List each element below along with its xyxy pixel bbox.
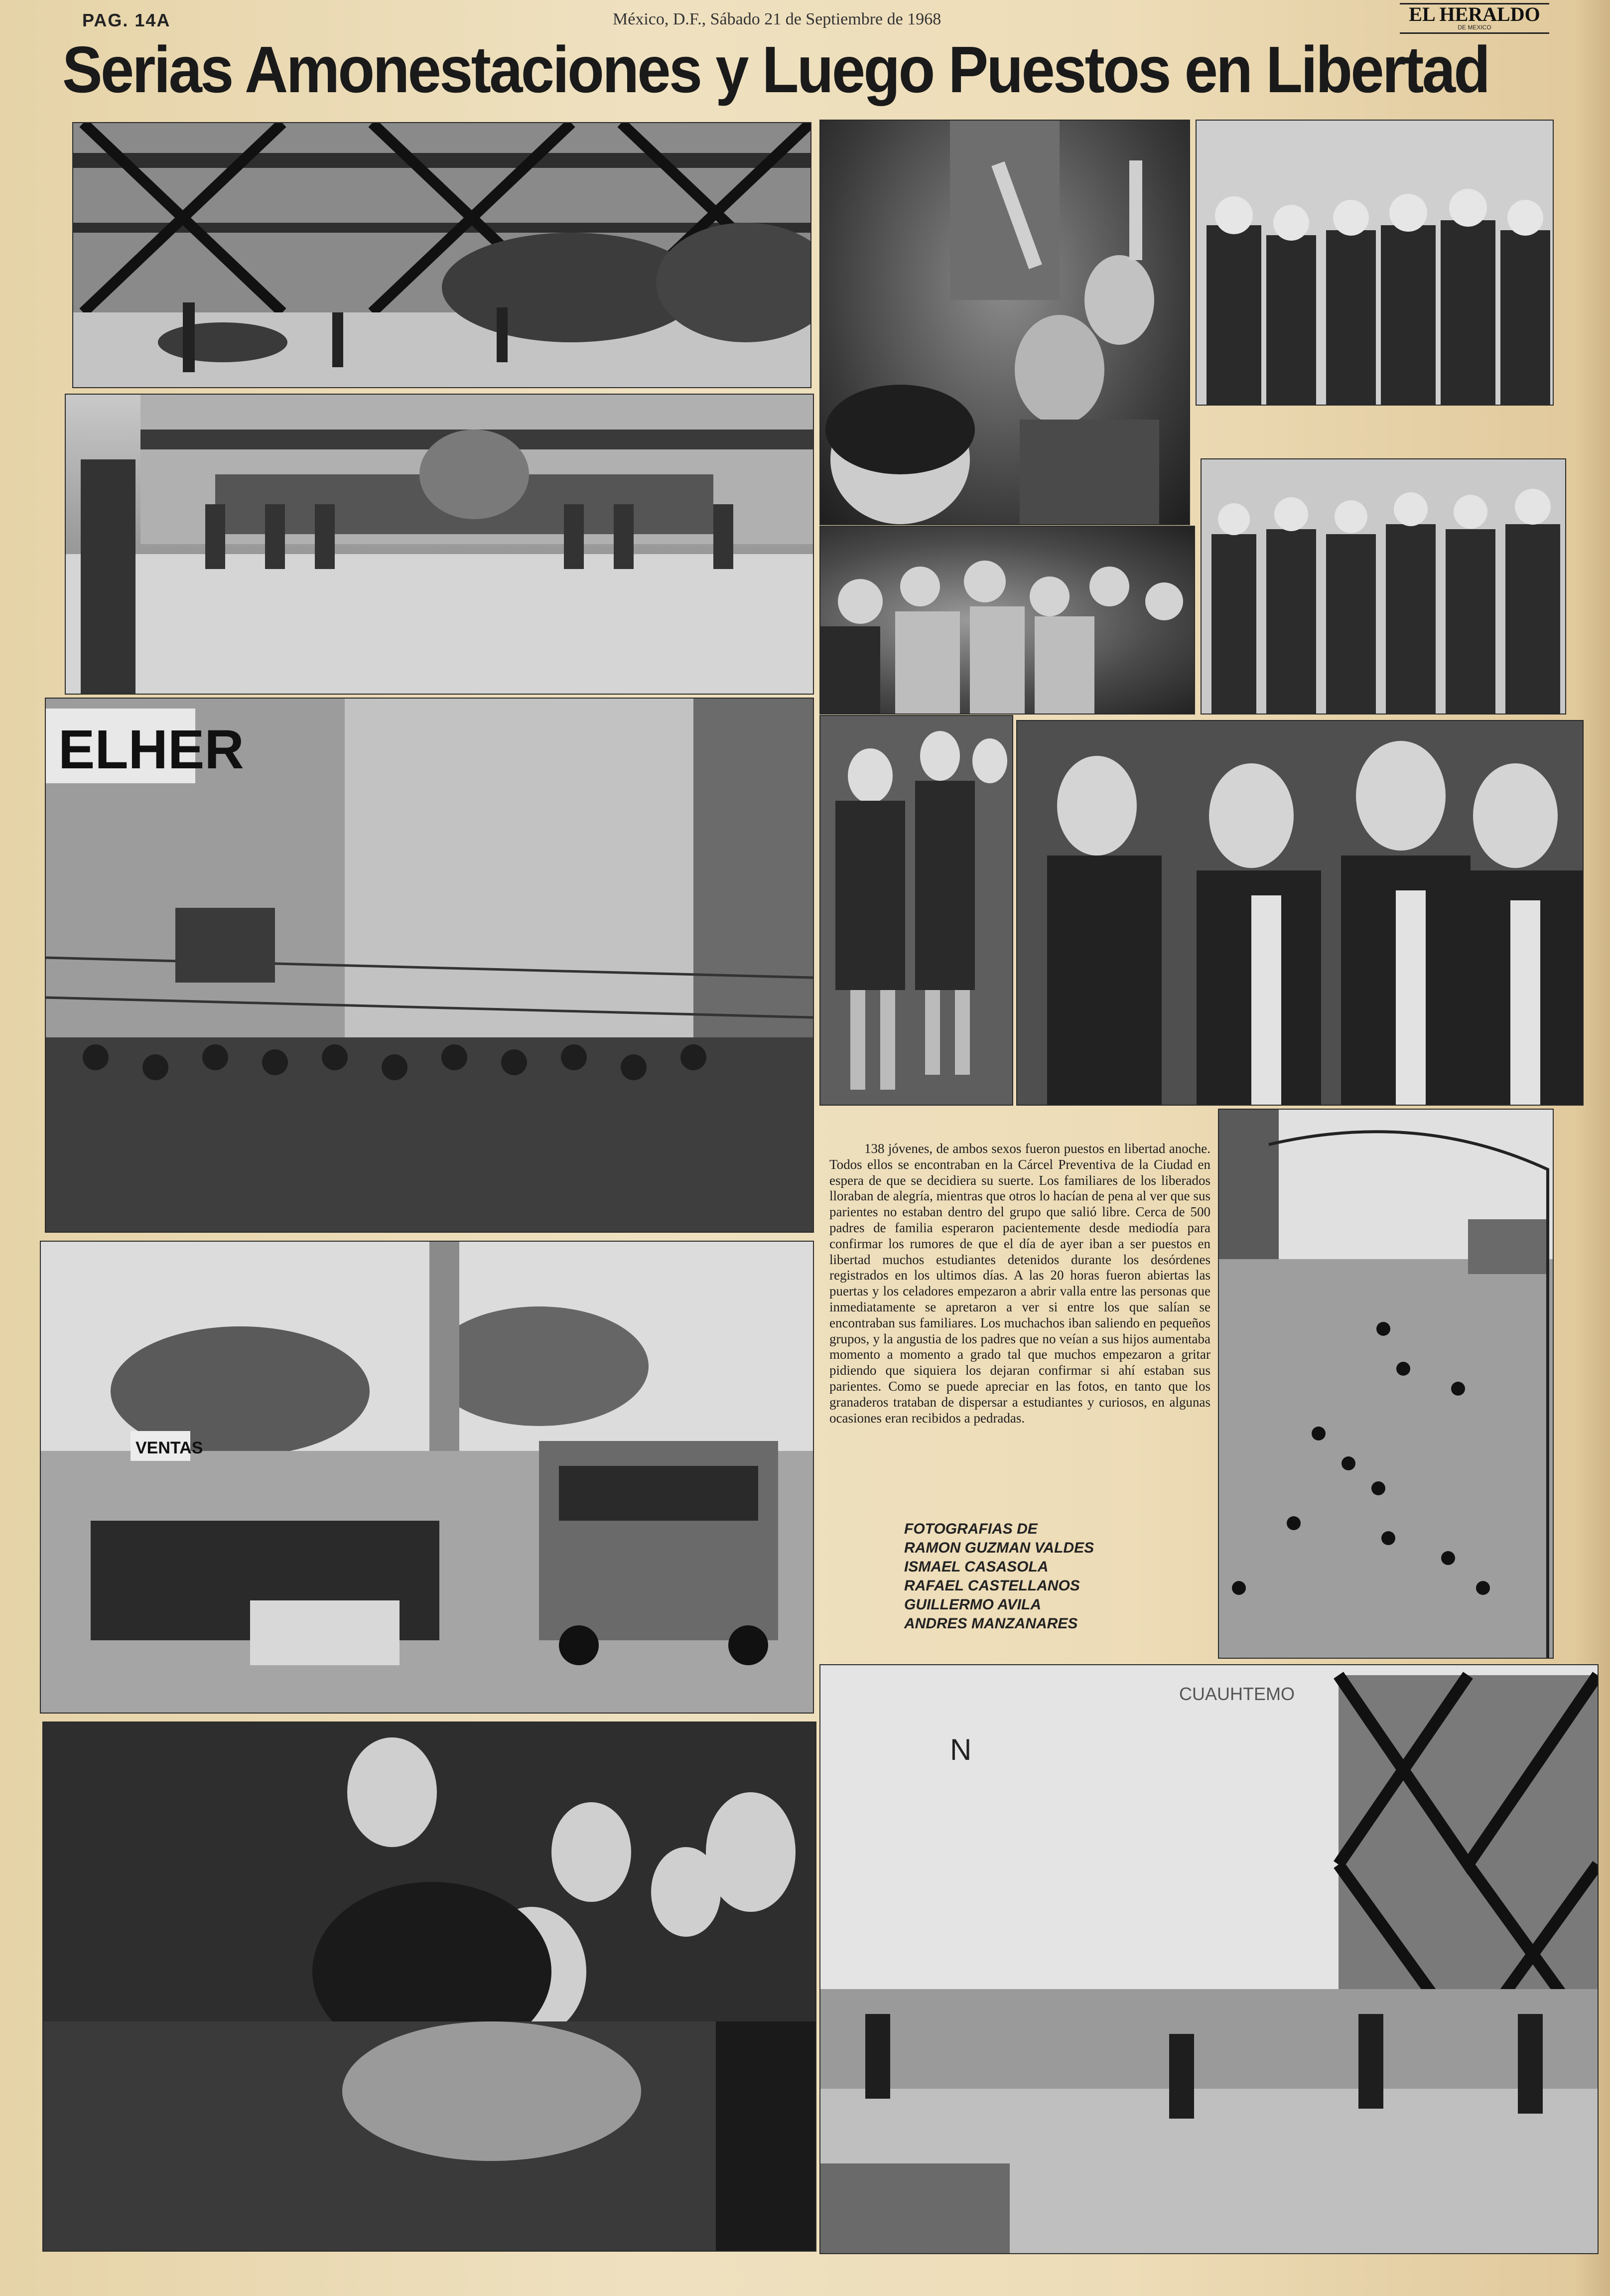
article-body: 138 jóvenes, de ambos sexos fueron puestos en libertad anoche. Todos ellos se encontraban en la Cárcel Preventiva de la Ciudad en espera de que se decidiera su suerte. Los familiares de los liberados lloraban de alegría, mientras que otros lo hacían de pena al ver que sus parientes no estaban dentro del grupo que salió libre. Cerca de 500 padres de familia esperaron pacientemente desde mediodía para confirmar los rumores de que el día de ayer iban a ser puestos en libertad muchos estudiantes detenidos durante los desórdenes registrados en los ultimos días. A las 20 horas fueron abiertas las puertas y los celadores empezaron a abrir valla entre las personas que inmediatamente se apretaron a ver si entre los que salían se encontraban sus familiares. Los muchachos iban saliendo en pequeños grupos, y la angustia de los padres que no veían a sus hijos aumentaba momento a momento a grado tal que muchos empezaron a gritar pidiendo que siquiera los dejaran confirmar si ahí estaban sus parientes. Como se puede apreciar en las fotos, en tanto que los granaderos trataban de dispersar a estudiantes y curiosos, en algunas ocasiones eran recibidos a pedradas. xyxy=(829,1141,1210,1426)
credit-name: ISMAEL CASASOLA xyxy=(904,1559,1049,1575)
photo-building-lattice-top-image xyxy=(73,123,810,387)
photo-students-crowd xyxy=(819,526,1195,715)
photo-detained-group-1 xyxy=(1196,120,1554,406)
credit-name: RAFAEL CASTELLANOS xyxy=(904,1578,1080,1594)
photo-detained-group-2 xyxy=(1201,458,1566,715)
ventas-sign: VENTAS xyxy=(135,1438,203,1457)
photo-building-lattice-bottom xyxy=(819,1664,1599,2254)
photo-officials-meeting xyxy=(1016,720,1584,1106)
photo-soldiers-building-image xyxy=(66,395,813,694)
photo-credits xyxy=(904,1520,1094,1633)
headline: Serias Amonestaciones y Luego Puestos en Libertad xyxy=(62,33,1489,106)
photo-street-troops xyxy=(45,698,814,1233)
credits-heading: FOTOGRAFIAS DE xyxy=(904,1521,1038,1537)
photo-students-victory xyxy=(819,120,1190,525)
credit-name: RAMON GUZMAN VALDES xyxy=(904,1540,1094,1556)
photo-detained-group-1-image xyxy=(1197,121,1553,405)
date-line: México, D.F., Sábado 21 de Septiembre de 1968 xyxy=(613,10,941,28)
store-sign: ELHER xyxy=(58,719,244,780)
masthead-sub: DE MEXICO xyxy=(1458,24,1491,31)
masthead-name: EL HERALDO xyxy=(1409,3,1540,25)
photo-soldiers-building xyxy=(65,394,814,695)
photo-families-embrace xyxy=(42,1722,816,2252)
credit-name: ANDRES MANZANARES xyxy=(904,1615,1078,1632)
photo-women-detained xyxy=(819,715,1013,1106)
masthead xyxy=(1400,3,1549,34)
photo-running-street xyxy=(1218,1109,1554,1659)
photo-building-lattice-top xyxy=(72,122,811,388)
photo-running-street-image xyxy=(1219,1110,1553,1658)
photo-street-troops-image xyxy=(46,699,813,1232)
photo-bus-troops xyxy=(40,1241,814,1714)
photo-building-lattice-bottom-image xyxy=(820,1665,1598,2253)
building-sign: CUAUHTEMO xyxy=(1179,1684,1295,1704)
photo-families-embrace-image xyxy=(43,1722,815,2251)
credit-name: GUILLERMO AVILA xyxy=(904,1596,1041,1613)
photo-bus-troops-image xyxy=(41,1242,813,1713)
photo-students-victory-image xyxy=(820,121,1189,524)
page-number: PAG. 14A xyxy=(82,10,171,30)
photo-detained-group-2-image xyxy=(1202,459,1565,714)
building-letter: N xyxy=(950,1733,972,1766)
photo-women-detained-image xyxy=(820,716,1012,1105)
photo-officials-meeting-image xyxy=(1017,721,1583,1105)
photo-students-crowd-image xyxy=(820,527,1194,714)
